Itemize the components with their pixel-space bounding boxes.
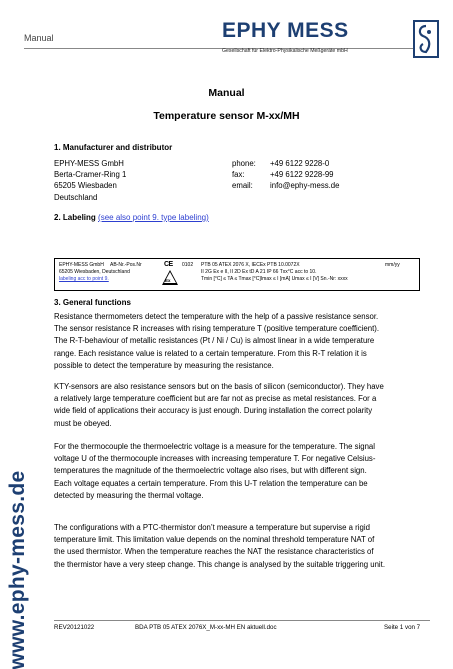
address-line: Berta-Cramer-Ring 1 <box>54 170 127 180</box>
text-line: voltage U of the thermocouple increases with increasing temperature T. For negative Celsius- <box>54 454 376 464</box>
footer-document-name: BDA PTB 05 ATEX 2076X_M-xx-MH EN aktuell.doc <box>135 624 277 631</box>
text-line: must be obeyed. <box>54 418 112 428</box>
phone-label: phone: <box>232 159 256 168</box>
company-logo-subtitle: Gesellschaft für Elektro-Physikalische Meßgeräte mbH <box>222 48 348 54</box>
section-2-heading <box>54 213 209 222</box>
email-value[interactable]: info@ephy-mess.de <box>270 181 340 191</box>
text-line: a relatively large temperature coefficient but are far not as precise as metal resistances. For a <box>54 394 377 404</box>
text-line: The R-T-behaviour of metallic resistances (Pt / Ni / Cu) is almost linear in a wide temperature <box>54 336 375 346</box>
label-point9-link[interactable]: labeling acc to point 9. <box>59 276 109 282</box>
address-line: EPHY-MESS GmbH <box>54 159 124 168</box>
email-label: email: <box>232 181 253 191</box>
text-line: temperature limit. This limitation value depends on the nominal threshold temperature NAT of <box>54 535 375 545</box>
text-line: For the thermocouple the thermoelectric voltage is a measure for the temperature. The signal <box>54 442 375 451</box>
type-labeling-link[interactable]: (see also point 9. type labeling) <box>98 213 209 222</box>
text-line: The sensor resistance R increases with rising temperature T (positive temperature coefficient). <box>54 324 380 334</box>
company-logo-text: EPHY MESS <box>222 19 349 42</box>
paragraph-kty-sensors <box>54 381 418 430</box>
address-line: 65205 Wiesbaden <box>54 181 117 191</box>
type-label-box <box>54 258 420 291</box>
fax-label: fax: <box>232 170 245 180</box>
text-line: Each voltage equates a certain temperature. From this U-T relation the temperature can be <box>54 478 368 488</box>
section-2-title: 2. Labeling <box>54 213 96 222</box>
paragraph-ptc-thermistor <box>54 522 418 571</box>
side-url-text: www.ephy-mess.de <box>6 470 29 669</box>
section-3-heading: 3. General functions <box>54 298 131 307</box>
label-certificate: PTB 05 ATEX 2076 X, IECEx PTB 10.0072X <box>201 262 300 268</box>
ce-mark-icon: CE <box>164 261 173 268</box>
text-line: the used thermistor. When the temperature reaches the NAT the resistance characteristics of <box>54 547 374 557</box>
label-city: 65205 Wiesbaden, Deutschland <box>59 269 130 275</box>
text-line: detected by measuring the thermal voltage. <box>54 490 204 500</box>
text-line: the thermistor have a very steep change. This change is analysed by the suitable triggering unit. <box>54 559 385 569</box>
text-line: range. Each resistance value is related to a certain temperature. From this R-T relation it is <box>54 348 367 358</box>
text-line: Resistance thermometers detect the temperature with the help of a passive resistance sensor. <box>54 312 379 321</box>
paragraph-resistance-thermometers <box>54 311 418 372</box>
text-line: wide field of applications their accuracy is just enough. During installation the correct polarity <box>54 406 373 416</box>
document-title: Manual <box>208 87 245 99</box>
header-label: Manual <box>24 33 54 43</box>
side-website-url <box>6 470 30 669</box>
paragraph-thermocouple <box>54 441 418 502</box>
label-company: EPHY-MESS GmbH <box>59 262 104 268</box>
text-line: possible to detect the temperature by measuring the resistance. <box>54 360 274 370</box>
footer-divider <box>54 620 430 621</box>
company-emblem-icon <box>413 20 439 58</box>
footer-page-number: Seite 1 von 7 <box>384 624 421 631</box>
document-subtitle: Temperature sensor M-xx/MH <box>153 110 300 122</box>
label-date: mm/yy <box>385 262 400 268</box>
contact-labels <box>232 158 256 192</box>
ex-mark-text: Ex <box>165 278 171 283</box>
ce-number: 0102 <box>182 262 194 268</box>
fax-value: +49 6122 9228-99 <box>270 170 334 180</box>
label-article: AB-Nr.-Pos.Nr <box>110 262 142 268</box>
text-line: temperatures the magnitude of the thermoelectric voltage also rises, but with different sign. <box>54 466 367 476</box>
footer-revision: REV20121022 <box>54 624 95 631</box>
text-line: KTY-sensors are also resistance sensors but on the basis of silicon (semiconductor). They have <box>54 382 384 391</box>
label-marking: II 2G Ex e II, II 2D Ex tD A 21 IP 66 Txx°C acc to 10. <box>201 269 317 275</box>
manufacturer-address <box>54 158 126 203</box>
label-ratings: Tmin [°C] ≤ TA ≤ Tmax [°C]Imax ≤ I [mA] Umax ≤ I [V] Sn.-Nr: xxxx <box>201 276 348 282</box>
section-1-heading: 1. Manufacturer and distributor <box>54 143 173 152</box>
text-line: The configurations with a PTC-thermistor don’t measure a temperature but supervise a rigid <box>54 523 370 532</box>
phone-value: +49 6122 9228-0 <box>270 159 330 168</box>
contact-values <box>270 158 339 192</box>
address-line: Deutschland <box>54 192 98 202</box>
